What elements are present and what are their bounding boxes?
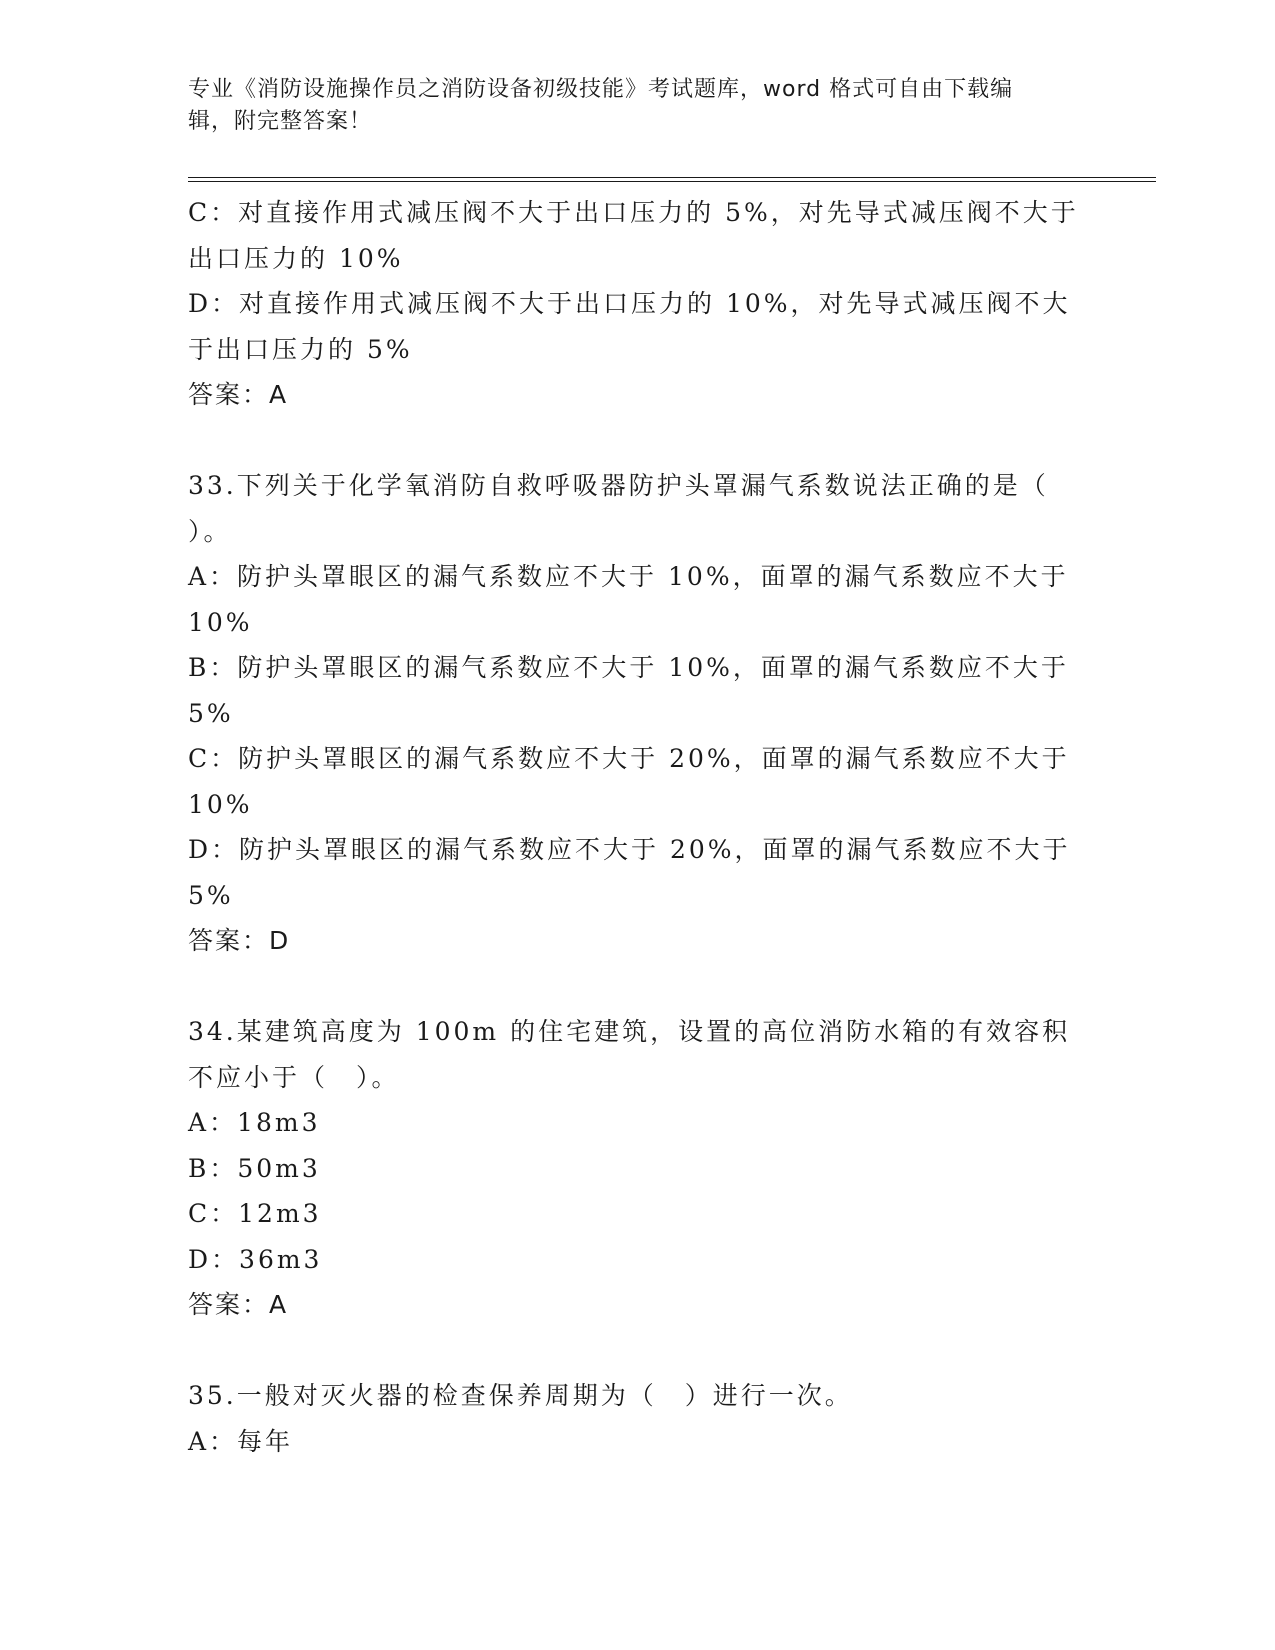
q33-option-b-line-2: 5%: [188, 698, 234, 728]
q34-stem-line-2: 不应小于（ ）。: [188, 1062, 400, 1092]
q34-option-d: D：36m3: [188, 1244, 323, 1274]
q33-option-a-line-1: A：防护头罩眼区的漏气系数应不大于 10%，面罩的漏气系数应不大于: [188, 562, 1069, 591]
q35-option-a: A：每年: [188, 1426, 294, 1456]
q35-stem-line-1: 35.一般对灭火器的检查保养周期为（ ）进行一次。: [188, 1381, 853, 1410]
q33-stem-line-1: 33.下列关于化学氧消防自救呼吸器防护头罩漏气系数说法正确的是（: [188, 471, 1049, 500]
question-content: [188, 190, 1088, 1464]
q33-option-d-line-1: D：防护头罩眼区的漏气系数应不大于 20%，面罩的漏气系数应不大于: [188, 835, 1071, 864]
q32-option-c-line-1: C：对直接作用式减压阀不大于出口压力的 5%，对先导式减压阀不大于: [188, 198, 1079, 227]
q34-option-c: C：12m3: [188, 1199, 322, 1228]
q33-option-d-line-2: 5%: [188, 880, 234, 910]
q33-stem-line-2: ）。: [188, 516, 232, 546]
q34-option-b: B：50m3: [188, 1153, 321, 1183]
q33-option-b-line-1: B：防护头罩眼区的漏气系数应不大于 10%，面罩的漏气系数应不大于: [188, 653, 1069, 682]
q32-answer: 答案：A: [188, 380, 289, 409]
q32-option-d-line-1: D：对直接作用式减压阀不大于出口压力的 10%，对先导式减压阀不大: [188, 289, 1071, 318]
q33-option-a-line-2: 10%: [188, 607, 253, 637]
q34-answer: 答案：A: [188, 1290, 289, 1319]
header-line-1: 专业《消防设施操作员之消防设备初级技能》考试题库，word 格式可自由下载编: [188, 77, 1014, 102]
spacer: [188, 418, 1088, 464]
header-divider: [188, 177, 1156, 182]
question-34: [188, 1009, 1088, 1328]
q33-option-c-line-2: 10%: [188, 789, 253, 819]
q32-option-c-line-2: 出口压力的 10%: [188, 243, 404, 273]
q34-option-a: A：18m3: [188, 1108, 321, 1137]
q33-answer: 答案：D: [188, 926, 291, 955]
question-32-tail: [188, 190, 1088, 418]
q34-stem-line-1: 34.某建筑高度为 100m 的住宅建筑，设置的高位消防水箱的有效容积: [188, 1017, 1071, 1046]
q32-option-d-line-2: 于出口压力的 5%: [188, 334, 413, 364]
question-33: [188, 463, 1088, 964]
q33-option-c-line-1: C：防护头罩眼区的漏气系数应不大于 20%，面罩的漏气系数应不大于: [188, 744, 1070, 773]
spacer: [188, 1328, 1088, 1374]
header-line-2: 辑，附完整答案！: [188, 109, 373, 134]
question-35: [188, 1373, 1088, 1464]
document-header: [188, 74, 1068, 138]
spacer: [188, 964, 1088, 1010]
